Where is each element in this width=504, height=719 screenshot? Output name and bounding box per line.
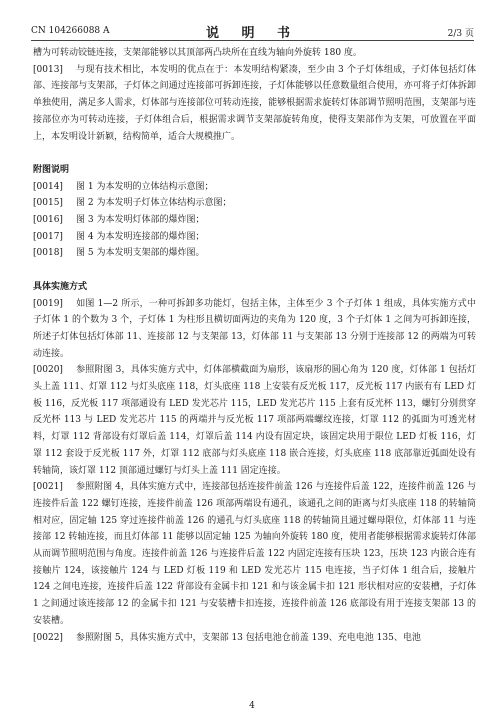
- paragraph-number: [0020]: [33, 365, 63, 376]
- paragraph-text: 与现有技术相比，本发明的优点在于：本发明结构紧凑，至少由 3 个子灯体组成，子灯体包括灯体部、连接部与支架部，子灯体之间通过连接部可拆卸连接，子灯体能够以任意数量组合使用，亦可将子灯体拆卸单独使用，满足多人需求，灯体部与连接部位可转动连接，能够根据需求旋转灯体部调节照明范围，支架部与连接部位亦为可转动连接，子灯体组合后，根据需求调节支架部旋转角度，使得支架部作为支架，可放置在平面上，本发明设计新颖，结构简单，适合大规模推广。: [33, 64, 476, 142]
- continuation-text: 槽为可转动铰链连接，支架部能够以其顶部两凸块所在直线为轴向外旋转 180 度。: [33, 48, 362, 58]
- paragraph-0016: [33, 212, 476, 229]
- section-heading-figures: 附图说明: [33, 164, 70, 175]
- paragraph-text: 图 5 为本发明支架部的爆炸图。: [76, 248, 205, 259]
- paragraph-text: 图 2 为本发明子灯体立体结构示意图；: [76, 198, 232, 209]
- document-title: 说 明 书: [205, 26, 300, 41]
- patent-number: CN 104266088 A: [31, 26, 110, 36]
- paragraph-0013: [33, 62, 476, 146]
- page-indicator: 2/3 页: [447, 29, 474, 39]
- paragraph-text: 图 4 为本发明连接部的爆炸图；: [76, 231, 205, 242]
- paragraph-text: 图 3 为本发明灯体部的爆炸图；: [76, 215, 205, 226]
- paragraph-text: 参照附图 3，具体实施方式中，灯体部横截面为扇形，该扇形的圆心角为 120 度，灯体部 1 包括灯头上盖 111、灯罩 112 与灯头底座 118，灯头底座 118 上安装有反光板 117，反光板 117 内嵌有有 LED 灯板 116，反光板 117 项部通设有 LED 发光芯片 115，LED 发光芯片 115 上套有反光杯 113，螺钉分别贯穿反光杯 113 与 LED 发光芯片 115 的两端并与反光板 117 项部两端螺纹连接，灯罩 112 的弧面为可透光材料，灯罩 112 背部设有灯罩后盖 114，灯罩后盖 114 内设有固定块，该固定块用于限位 LED 灯板 116，灯罩 112 套设于反光板 117 外，灯罩 112 底部与灯头底座 118 嵌合连接，灯头底座 118 底部靠近弧面处设有转轴筒，该灯罩 112 顶部通过螺钉与灯头上盖 111 固定连接。: [33, 365, 476, 476]
- section-heading-embodiment: 具体实施方式: [33, 281, 88, 292]
- paragraph-number: [0016]: [33, 215, 63, 226]
- paragraph-text: 如图 1—2 所示，一种可拆卸多功能灯，包括主体，主体至少 3 个子灯体 1 组成，具体实施方式中子灯体 1 的个数为 3 个，子灯体 1 为柱形且横切面两边的夹角为 120 度，3 个子灯体 1 之间为可拆卸连接，所述子灯体包括灯体部 11、连接部 12 与支架部 13，灯体部 11 与支架部 13 分别于连接部 12 的两端为可转动连接。: [33, 298, 476, 359]
- header-rule: [31, 40, 474, 41]
- paragraph-number: [0019]: [33, 298, 63, 309]
- paragraph-0017: [33, 229, 476, 246]
- paragraph-0019: [33, 296, 476, 363]
- paragraph-0015: [33, 195, 476, 212]
- paragraph-0022: [33, 630, 476, 647]
- paragraph-text: 参照附图 4，具体实施方式中，连接部包括连接件前盖 126 与连接件后盖 122，连接件前盖 126 与连接件后盖 122 螺钉连接，连接件前盖 126 项部两端设有通孔，该通孔之间的距离与灯头底座 118 的转轴筒相对应，固定轴 125 穿过连接件前盖 126 的通孔与灯头底座 118 的转轴筒且通过螺母限位，灯体部 11 与连接部 12 转轴连接，而且灯体部 11 能够以固定轴 125 为轴向外旋转 180 度，使用者能够根据需求旋转灯体部从而调节照明范围与角度。连接件前盖 126 与连接件后盖 122 内固定连接有压块 123，压块 123 内嵌合连有接触片 124，该接触片 124 与 LED 灯板 119 和 LED 发光芯片 115 电连接，当子灯体 1 组合后，接触片 124 之间电连接，连接件后盖 122 背部设有金属卡扣 121 和与该金属卡扣 121 形状相对应的安装槽，子灯体 1 之间通过该连接部 12 的金属卡扣 121 与安装槽卡扣连接，连接件前盖 126 底部设有用于连接支架部 13 的安装槽。: [33, 482, 476, 626]
- paragraph-number: [0018]: [33, 248, 63, 259]
- paragraph-0018: [33, 245, 476, 262]
- paragraph-text: 参照附图 5，具体实施方式中，支架部 13 包括电池仓前盖 139、充电电池 135、电池: [76, 632, 421, 643]
- paragraph-number: [0022]: [33, 632, 63, 643]
- paragraph-0020: [33, 362, 476, 479]
- paragraph-0021: [33, 479, 476, 629]
- paragraph-text: 图 1 为本发明的立体结构示意图；: [76, 181, 214, 192]
- page-number: 4: [249, 701, 255, 711]
- paragraph-number: [0017]: [33, 231, 63, 242]
- paragraph-number: [0014]: [33, 181, 63, 192]
- paragraph-0014: [33, 179, 476, 196]
- paragraph-number: [0015]: [33, 198, 63, 209]
- paragraph-number: [0013]: [33, 64, 63, 75]
- page-header: [31, 22, 474, 40]
- paragraph-number: [0021]: [33, 482, 63, 493]
- document-body: [33, 45, 476, 646]
